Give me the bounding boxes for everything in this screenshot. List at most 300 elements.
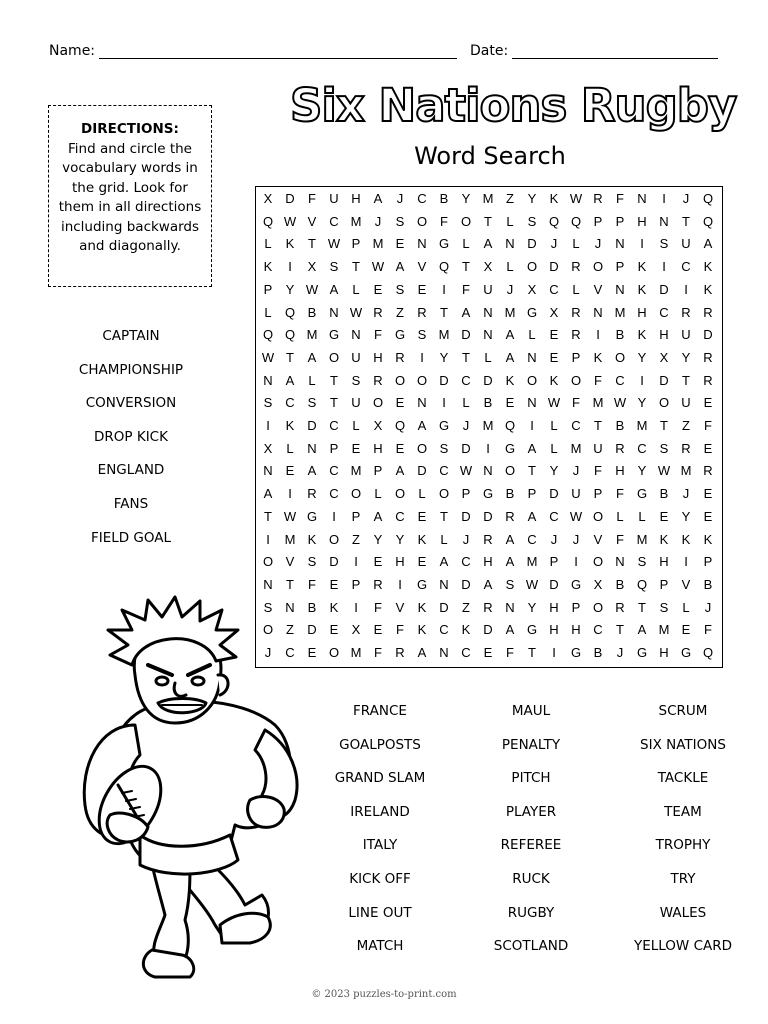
grid-letter[interactable]: N [527,395,537,411]
grid-letter[interactable]: G [482,486,494,502]
grid-letter[interactable]: S [263,599,273,615]
grid-letter[interactable]: P [263,281,273,297]
grid-letter[interactable]: J [550,531,558,547]
grid-letter[interactable]: S [527,213,537,229]
grid-letter[interactable]: K [285,418,295,433]
grid-letter[interactable]: A [461,304,471,320]
grid-letter[interactable]: S [439,440,449,456]
grid-letter[interactable]: W [459,463,473,479]
grid-letter[interactable]: N [483,327,493,343]
grid-letter[interactable]: N [439,645,449,660]
grid-letter[interactable]: U [351,395,361,411]
grid-letter[interactable]: Y [373,531,383,547]
grid-letter[interactable]: L [418,486,426,502]
grid-letter[interactable]: I [640,372,644,388]
grid-letter[interactable]: R [307,486,317,502]
grid-letter[interactable]: T [682,372,690,388]
grid-letter[interactable]: K [417,599,427,615]
grid-letter[interactable]: X [593,576,603,592]
grid-letter[interactable]: R [681,304,691,320]
grid-letter[interactable]: R [395,349,405,365]
grid-letter[interactable]: Y [637,349,647,365]
grid-letter[interactable]: L [682,599,690,615]
grid-letter[interactable]: J [572,463,580,479]
grid-letter[interactable]: R [395,645,405,660]
grid-letter[interactable]: T [616,622,624,638]
grid-letter[interactable]: B [703,576,713,592]
grid-letter[interactable]: A [505,531,515,547]
grid-letter[interactable]: H [637,304,647,320]
grid-letter[interactable]: S [505,576,515,592]
grid-letter[interactable]: M [482,191,494,206]
grid-letter[interactable]: Z [682,418,690,433]
grid-letter[interactable]: S [307,554,317,570]
grid-letter[interactable]: G [570,576,582,592]
grid-letter[interactable]: K [637,281,647,297]
grid-letter[interactable]: F [374,327,382,343]
grid-letter[interactable]: Q [262,213,274,229]
grid-letter[interactable]: D [329,554,339,570]
grid-letter[interactable]: H [659,554,669,570]
grid-letter[interactable]: O [614,349,626,365]
grid-letter[interactable]: F [374,599,382,615]
grid-letter[interactable]: X [549,304,559,320]
grid-letter[interactable]: K [505,372,515,388]
grid-letter[interactable]: O [526,372,538,388]
grid-letter[interactable]: A [483,576,493,592]
grid-letter[interactable]: E [681,622,691,638]
grid-letter[interactable]: V [593,281,603,297]
grid-letter[interactable]: I [288,486,292,502]
grid-letter[interactable]: I [596,327,600,343]
grid-letter[interactable]: I [420,349,424,365]
grid-letter[interactable]: M [438,327,450,343]
grid-letter[interactable]: Q [284,304,296,320]
grid-letter[interactable]: K [329,599,339,615]
grid-letter[interactable]: O [504,463,516,479]
grid-letter[interactable]: C [285,395,295,411]
grid-letter[interactable]: C [571,418,581,433]
grid-letter[interactable]: N [439,576,449,592]
grid-letter[interactable]: O [350,486,362,502]
grid-letter[interactable]: P [615,259,625,275]
grid-letter[interactable]: R [703,304,713,320]
grid-letter[interactable]: K [263,259,273,275]
grid-letter[interactable]: W [327,236,341,252]
grid-letter[interactable]: D [483,622,493,638]
grid-letter[interactable]: C [615,372,625,388]
grid-letter[interactable]: W [613,395,627,411]
grid-letter[interactable]: W [371,259,385,275]
grid-letter[interactable]: E [703,486,713,502]
grid-letter[interactable]: O [328,349,340,365]
grid-letter[interactable]: Q [636,576,648,592]
grid-letter[interactable]: R [615,599,625,615]
grid-letter[interactable]: B [593,645,603,660]
grid-letter[interactable]: Q [504,418,516,433]
grid-letter[interactable]: G [416,576,428,592]
grid-letter[interactable]: C [417,191,427,206]
grid-letter[interactable]: B [615,327,625,343]
grid-letter[interactable]: K [285,236,295,252]
grid-letter[interactable]: R [571,259,581,275]
grid-letter[interactable]: O [592,554,604,570]
grid-letter[interactable]: N [615,236,625,252]
grid-letter[interactable]: D [483,508,493,524]
grid-letter[interactable]: I [486,440,490,456]
grid-letter[interactable]: P [351,236,361,252]
grid-letter[interactable]: O [592,508,604,524]
grid-letter[interactable]: F [616,531,624,547]
grid-letter[interactable]: G [438,418,450,433]
grid-letter[interactable]: A [505,327,515,343]
grid-letter[interactable]: G [306,508,318,524]
grid-letter[interactable]: C [637,440,647,456]
grid-letter[interactable]: K [593,349,603,365]
grid-letter[interactable]: W [283,508,297,524]
grid-letter[interactable]: O [394,372,406,388]
grid-letter[interactable]: T [638,599,646,615]
grid-letter[interactable]: N [483,304,493,320]
grid-letter[interactable]: K [703,259,713,275]
grid-letter[interactable]: T [286,349,294,365]
grid-letter[interactable]: E [373,554,383,570]
grid-letter[interactable]: Y [527,599,537,615]
grid-letter[interactable]: C [659,304,669,320]
grid-letter[interactable]: N [615,281,625,297]
grid-letter[interactable]: I [552,645,556,660]
grid-letter[interactable]: L [286,440,294,456]
grid-letter[interactable]: S [307,395,317,411]
grid-letter[interactable]: D [703,327,713,343]
grid-letter[interactable]: X [263,191,273,206]
grid-letter[interactable]: O [526,259,538,275]
grid-letter[interactable]: J [550,236,558,252]
grid-letter[interactable]: J [462,418,470,433]
grid-letter[interactable]: H [659,327,669,343]
grid-letter[interactable]: D [461,576,471,592]
grid-letter[interactable]: U [351,349,361,365]
grid-letter[interactable]: N [263,463,273,479]
grid-letter[interactable]: O [262,554,274,570]
grid-letter[interactable]: N [417,395,427,411]
grid-letter[interactable]: T [308,236,316,252]
grid-letter[interactable]: O [592,599,604,615]
grid-letter[interactable]: K [659,531,669,547]
grid-letter[interactable]: P [593,213,603,229]
grid-letter[interactable]: R [483,531,493,547]
grid-letter[interactable]: L [264,304,272,320]
grid-letter[interactable]: C [329,463,339,479]
grid-letter[interactable]: M [372,236,384,252]
grid-letter[interactable]: D [483,372,493,388]
grid-letter[interactable]: H [373,440,383,456]
grid-letter[interactable]: V [307,213,317,229]
grid-letter[interactable]: K [637,327,647,343]
grid-letter[interactable]: N [285,599,295,615]
grid-letter[interactable]: P [351,508,361,524]
grid-letter[interactable]: I [662,191,666,206]
grid-letter[interactable]: U [483,281,493,297]
grid-letter[interactable]: F [308,576,316,592]
grid-letter[interactable]: T [682,213,690,229]
grid-letter[interactable]: F [704,418,712,433]
grid-letter[interactable]: O [460,213,472,229]
grid-letter[interactable]: E [329,622,339,638]
grid-letter[interactable]: W [547,395,561,411]
grid-letter[interactable]: T [462,349,470,365]
grid-letter[interactable]: I [662,259,666,275]
grid-letter[interactable]: M [526,554,538,570]
grid-letter[interactable]: X [373,418,383,433]
grid-letter[interactable]: N [637,191,647,206]
grid-letter[interactable]: F [572,395,580,411]
grid-letter[interactable]: K [681,531,691,547]
grid-letter[interactable]: E [417,554,427,570]
grid-letter[interactable]: G [680,645,692,660]
grid-letter[interactable]: M [306,327,318,343]
grid-letter[interactable]: C [439,463,449,479]
grid-letter[interactable]: A [417,418,427,433]
grid-letter[interactable]: Y [439,349,449,365]
grid-letter[interactable]: D [549,259,559,275]
grid-letter[interactable]: H [483,554,493,570]
grid-letter[interactable]: Z [286,622,294,638]
grid-letter[interactable]: Q [438,259,450,275]
grid-letter[interactable]: L [462,236,470,252]
grid-letter[interactable]: U [681,236,691,252]
grid-letter[interactable]: B [615,576,625,592]
grid-letter[interactable]: R [373,372,383,388]
grid-letter[interactable]: A [263,486,273,502]
grid-letter[interactable]: C [329,418,339,433]
grid-letter[interactable]: Q [702,191,714,206]
grid-letter[interactable]: U [571,486,581,502]
grid-letter[interactable]: D [549,576,559,592]
grid-letter[interactable]: E [483,645,493,660]
grid-letter[interactable]: N [505,236,515,252]
grid-letter[interactable]: T [528,645,536,660]
grid-letter[interactable]: O [328,645,340,660]
grid-letter[interactable]: E [659,508,669,524]
grid-letter[interactable]: Y [527,191,537,206]
grid-letter[interactable]: D [307,418,317,433]
grid-letter[interactable]: B [307,304,317,320]
grid-letter[interactable]: S [395,213,405,229]
grid-letter[interactable]: F [704,622,712,638]
grid-letter[interactable]: N [505,599,515,615]
grid-letter[interactable]: Z [396,304,404,320]
grid-letter[interactable]: E [351,440,361,456]
grid-letter[interactable]: X [263,440,273,456]
grid-letter[interactable]: M [482,418,494,433]
grid-letter[interactable]: G [504,440,516,456]
grid-letter[interactable]: D [285,191,295,206]
grid-letter[interactable]: E [395,236,405,252]
grid-letter[interactable]: U [681,395,691,411]
grid-letter[interactable]: F [462,281,470,297]
date-field[interactable] [470,43,718,59]
grid-letter[interactable]: T [484,213,492,229]
grid-letter[interactable]: T [330,395,338,411]
grid-letter[interactable]: X [527,281,537,297]
grid-letter[interactable]: E [549,327,559,343]
grid-letter[interactable]: M [350,645,362,660]
grid-letter[interactable]: H [549,599,559,615]
grid-letter[interactable]: K [703,531,713,547]
grid-letter[interactable]: V [417,259,427,275]
grid-letter[interactable]: L [506,213,514,229]
grid-letter[interactable]: S [263,395,273,411]
grid-letter[interactable]: V [395,599,405,615]
grid-letter[interactable]: O [416,213,428,229]
grid-letter[interactable]: J [572,531,580,547]
grid-letter[interactable]: N [593,304,603,320]
grid-letter[interactable]: G [636,486,648,502]
grid-letter[interactable]: Z [352,531,360,547]
grid-letter[interactable]: P [329,440,339,456]
grid-letter[interactable]: K [703,281,713,297]
grid-letter[interactable]: F [308,191,316,206]
grid-letter[interactable]: J [374,213,382,229]
name-line[interactable] [99,44,457,59]
grid-letter[interactable]: D [461,440,471,456]
grid-letter[interactable]: T [462,259,470,275]
grid-letter[interactable]: W [657,463,671,479]
grid-letter[interactable]: L [638,508,646,524]
date-line[interactable] [512,44,718,59]
grid-letter[interactable]: Y [637,395,647,411]
grid-letter[interactable]: X [307,259,317,275]
grid-letter[interactable]: Y [549,463,559,479]
grid-letter[interactable]: D [461,508,471,524]
grid-letter[interactable]: J [682,191,690,206]
grid-letter[interactable]: Q [570,213,582,229]
grid-letter[interactable]: L [550,418,558,433]
grid-letter[interactable]: R [703,372,713,388]
name-field[interactable] [49,43,457,59]
grid-letter[interactable]: A [285,372,295,388]
grid-letter[interactable]: E [505,395,515,411]
grid-letter[interactable]: R [373,576,383,592]
grid-letter[interactable]: A [395,259,405,275]
grid-letter[interactable]: D [527,236,537,252]
grid-letter[interactable]: T [330,372,338,388]
grid-letter[interactable]: A [637,622,647,638]
grid-letter[interactable]: M [284,531,296,547]
grid-letter[interactable]: H [615,463,625,479]
grid-letter[interactable]: S [395,281,405,297]
grid-letter[interactable]: S [659,236,669,252]
grid-letter[interactable]: K [461,622,471,638]
grid-letter[interactable]: G [526,622,538,638]
grid-letter[interactable]: C [285,645,295,660]
grid-letter[interactable]: H [395,554,405,570]
grid-letter[interactable]: H [637,213,647,229]
grid-letter[interactable]: L [440,531,448,547]
grid-letter[interactable]: R [615,440,625,456]
grid-letter[interactable]: A [395,463,405,479]
grid-letter[interactable]: C [549,281,559,297]
grid-letter[interactable]: M [350,463,362,479]
grid-letter[interactable]: P [593,486,603,502]
grid-letter[interactable]: P [549,554,559,570]
grid-letter[interactable]: Y [395,531,405,547]
grid-letter[interactable]: P [571,349,581,365]
grid-letter[interactable]: M [592,395,604,411]
grid-letter[interactable]: E [417,508,427,524]
grid-letter[interactable]: M [680,463,692,479]
grid-letter[interactable]: I [354,599,358,615]
grid-letter[interactable]: E [549,349,559,365]
grid-letter[interactable]: X [351,622,361,638]
grid-letter[interactable]: P [615,213,625,229]
grid-letter[interactable]: A [483,236,493,252]
grid-letter[interactable]: A [527,440,537,456]
grid-letter[interactable]: S [637,554,647,570]
grid-letter[interactable]: H [659,645,669,660]
grid-letter[interactable]: I [398,576,402,592]
grid-letter[interactable]: J [616,645,624,660]
grid-letter[interactable]: E [373,281,383,297]
grid-letter[interactable]: T [528,463,536,479]
grid-letter[interactable]: M [614,304,626,320]
grid-letter[interactable]: E [703,440,713,456]
grid-letter[interactable]: P [659,576,669,592]
grid-letter[interactable]: Y [637,463,647,479]
grid-letter[interactable]: R [593,191,603,206]
grid-letter[interactable]: I [442,281,446,297]
grid-letter[interactable]: F [506,645,514,660]
grid-letter[interactable]: M [636,531,648,547]
grid-letter[interactable]: D [417,463,427,479]
grid-letter[interactable]: E [417,281,427,297]
grid-letter[interactable]: C [593,622,603,638]
grid-letter[interactable]: Q [702,645,714,660]
grid-letter[interactable]: N [659,213,669,229]
grid-letter[interactable]: A [505,554,515,570]
grid-letter[interactable]: B [615,418,625,433]
grid-letter[interactable]: D [439,372,449,388]
grid-letter[interactable]: L [528,327,536,343]
grid-letter[interactable]: N [263,576,273,592]
grid-letter[interactable]: L [506,259,514,275]
grid-letter[interactable]: G [438,236,450,252]
grid-letter[interactable]: I [288,259,292,275]
grid-letter[interactable]: Q [702,213,714,229]
grid-letter[interactable]: G [328,327,340,343]
grid-letter[interactable]: W [569,191,583,206]
grid-letter[interactable]: K [417,531,427,547]
grid-letter[interactable]: C [329,486,339,502]
grid-letter[interactable]: K [549,372,559,388]
grid-letter[interactable]: J [682,486,690,502]
grid-letter[interactable]: N [483,463,493,479]
grid-letter[interactable]: F [594,372,602,388]
grid-letter[interactable]: C [461,554,471,570]
grid-letter[interactable]: J [704,599,712,615]
grid-letter[interactable]: T [660,418,668,433]
grid-letter[interactable]: L [550,440,558,456]
grid-letter[interactable]: M [504,304,516,320]
grid-letter[interactable]: A [307,349,317,365]
grid-letter[interactable]: W [349,304,363,320]
grid-letter[interactable]: Y [461,191,471,206]
grid-letter[interactable]: F [396,622,404,638]
grid-letter[interactable]: H [373,349,383,365]
grid-letter[interactable]: C [329,213,339,229]
grid-letter[interactable]: T [286,576,294,592]
